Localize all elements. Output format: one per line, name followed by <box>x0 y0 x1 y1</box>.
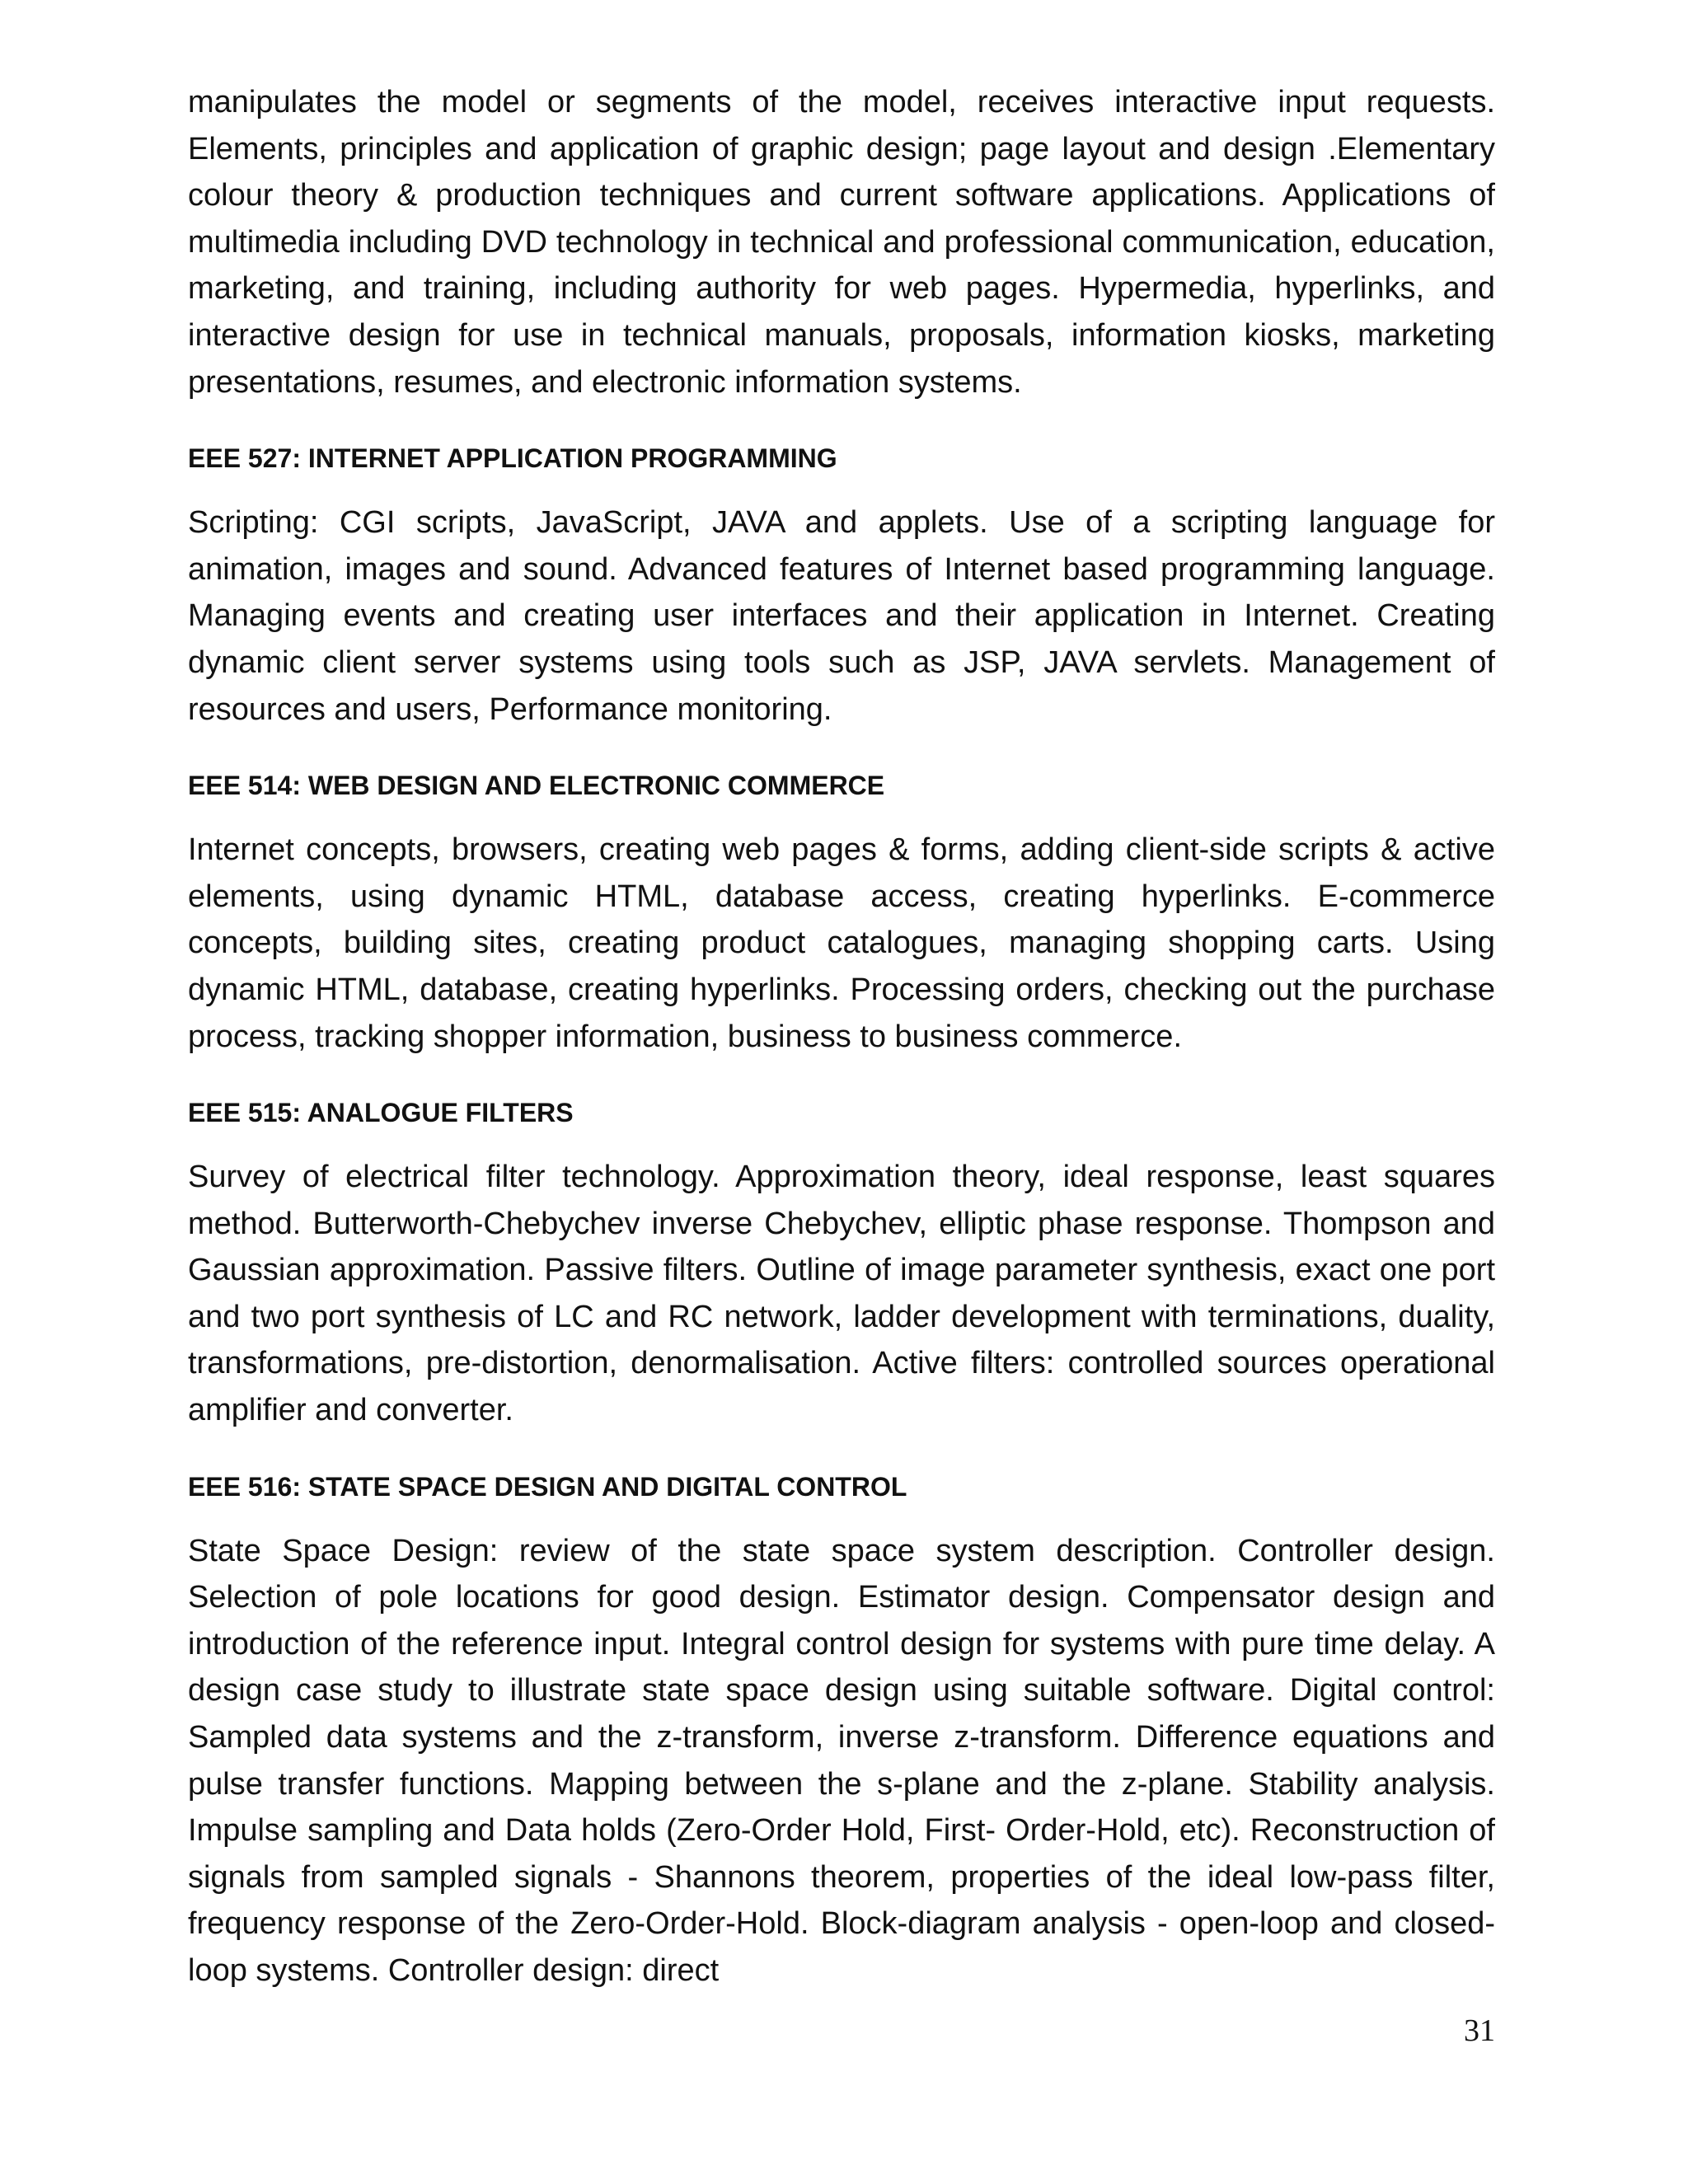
course-description-eee514: Internet concepts, browsers, creating web pages & forms, adding client-side scripts & active elements, using dynamic HTML, database access, creating hyperlinks. E-commerce concepts, building sites, creating product catalogues, managing shopping carts. Using dynamic HTML, database, creating hyperlinks. Processing orders, checking out the purchase process, tracking shopper information, business to business commerce. <box>188 832 1495 1054</box>
course-section-eee514 <box>188 769 1495 1060</box>
course-section-eee515 <box>188 1096 1495 1434</box>
course-heading-eee515: EEE 515: ANALOGUE FILTERS <box>188 1098 574 1128</box>
course-heading-eee516: EEE 516: STATE SPACE DESIGN AND DIGITAL CONTROL <box>188 1471 907 1502</box>
intro-paragraph: manipulates the model or segments of the model, receives interactive input requests. Elements, principles and application of graphic design; page layout and design .Elementary colour theory & production techniques and current software applications. Applications of multimedia including DVD technology in technical and professional communication, education, marketing, and training, including authority for web pages. Hypermedia, hyperlinks, and interactive design for use in technical manuals, proposals, information kiosks, marketing presentations, resumes, and electronic information systems. <box>188 85 1495 400</box>
course-description-eee527: Scripting: CGI scripts, JavaScript, JAVA and applets. Use of a scripting language for animation, images and sound. Advanced features of Internet based programming language. Managing events and creating user interfaces and their application in Internet. Creating dynamic client server systems using tools such as JSP, JAVA servlets. Management of resources and users, Performance monitoring. <box>188 505 1495 727</box>
course-section-eee516 <box>188 1470 1495 1994</box>
course-heading-eee514: EEE 514: WEB DESIGN AND ELECTRONIC COMMERCE <box>188 771 885 801</box>
course-description-eee515: Survey of electrical filter technology. Approximation theory, ideal response, least squares method. Butterworth-Chebychev inverse Chebychev, elliptic phase response. Thompson and Gaussian approximation. Passive filters. Outline of image parameter synthesis, exact one port and two port synthesis of LC and RC network, ladder development with terminations, duality, transformations, pre-distortion, denormalisation. Active filters: controlled sources operational amplifier and converter. <box>188 1160 1495 1428</box>
course-section-eee527 <box>188 442 1495 733</box>
course-heading-eee527: EEE 527: INTERNET APPLICATION PROGRAMMING <box>188 443 837 474</box>
page-number: 31 <box>1464 2013 1495 2048</box>
document-page <box>188 79 1495 2031</box>
course-description-eee516: State Space Design: review of the state space system description. Controller design. Selection of pole locations for good design. Estimator design. Compensator design and introduction of the reference input. Integral control design for systems with pure time delay. A design case study to illustrate state space design using suitable software. Digital control: Sampled data systems and the z-transform, inverse z-transform. Difference equations and pulse transfer functions. Mapping between the s-plane and the z-plane. Stability analysis. Impulse sampling and Data holds (Zero-Order Hold, First- Order-Hold, etc). Reconstruction of signals from sampled signals - Shannons theorem, properties of the ideal low-pass filter, frequency response of the Zero-Order-Hold. Block-diagram analysis - open-loop and closed-loop systems. Controller design: direct <box>188 1533 1495 1988</box>
